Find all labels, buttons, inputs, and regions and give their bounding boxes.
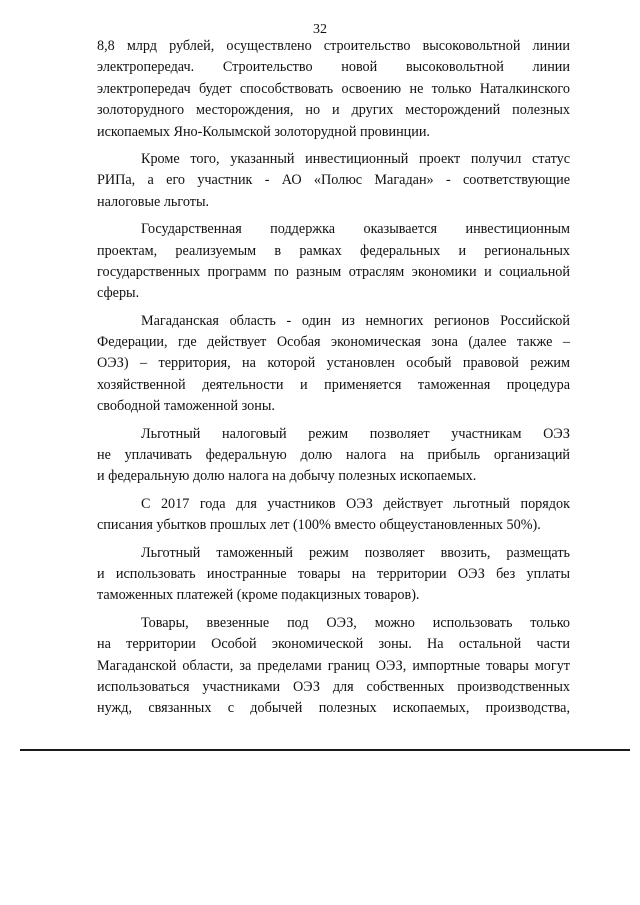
paragraph-continuation [97,170,570,213]
text-line: нужд, связанных с добычей полезных ископаемых, производства, [97,700,570,717]
text-line: Федерации, где действует Особая экономическая зона (далее также – [97,334,570,351]
text-line: С 2017 года для участников ОЭЗ действует льготный порядок [141,495,570,512]
text-line: Магаданская область - один из немногих регионов Российской [141,312,570,329]
text-line: и использовать иностранные товары на территории ОЭЗ без уплаты [97,565,570,582]
page-number: 32 [313,22,327,37]
paragraph [97,494,570,515]
text-line: электропередач будет способствовать освоению не только Наталкинского [97,80,570,97]
text-line: Кроме того, указанный инвестиционный проект получил статус [141,150,570,167]
paragraph-continuation [97,445,570,488]
text-line: золоторудного месторождения, но и других месторождений полезных [97,102,570,119]
paragraph-continuation [97,564,570,607]
text-line: Льготный налоговый режим позволяет участникам ОЭЗ [141,425,570,442]
paragraph-continuation [97,515,570,536]
paragraph [97,219,570,240]
text-line: на территории Особой экономической зоны. На остальной части [97,636,570,653]
text-line: электропередач. Строительство новой высоковольтной линии [97,59,570,76]
paragraph [97,149,570,170]
paragraph [97,424,570,445]
text-line: свободной таможенной зоны. [97,398,275,415]
text-line: проектам, реализуемым в рамках федеральных и региональных [97,242,570,259]
text-line: таможенных платежей (кроме подакцизных товаров). [97,587,420,604]
document-body [97,36,570,720]
paragraph [97,311,570,332]
text-line: списания убытков прошлых лет (100% вместо общеустановленных 50%). [97,517,541,534]
text-line: государственных программ по разным отраслям экономики и социальной [97,263,570,280]
text-line: Товары, ввезенные под ОЭЗ, можно использовать только [141,614,570,631]
paragraph [97,543,570,564]
paragraph [97,613,570,634]
paragraph-continuation [97,241,570,305]
text-line: Магаданской области, за пределами границ ОЭЗ, импортные товары могут [97,657,570,674]
text-line: и федеральную долю налога на добычу полезных ископаемых. [97,468,477,485]
text-line: Льготный таможенный режим позволяет ввозить, размещать [141,544,570,561]
page-bottom-rule [20,749,630,751]
text-line: налоговые льготы. [97,193,210,210]
text-line: ископаемых Яно-Колымской золоторудной провинции. [97,123,430,140]
paragraph-continuation [97,634,570,720]
text-line: хозяйственной деятельности и применяется таможенная процедура [97,376,570,393]
paragraph-continuation [97,332,570,418]
text-line: сферы. [97,285,140,302]
text-line: ОЭЗ) – территория, на которой установлен особый правовой режим [97,355,570,372]
text-line: 8,8 млрд рублей, осуществлено строительство высоковольтной линии [97,38,570,54]
text-line: Государственная поддержка оказывается инвестиционным [141,221,570,238]
text-line: использоваться участниками ОЭЗ для собственных производственных [97,678,570,695]
paragraph [97,36,570,143]
text-line: не уплачивать федеральную долю налога на прибыль организаций [97,447,570,464]
text-line: РИПа, а его участник - АО «Полюс Магадан» - соответствующие [97,172,570,189]
